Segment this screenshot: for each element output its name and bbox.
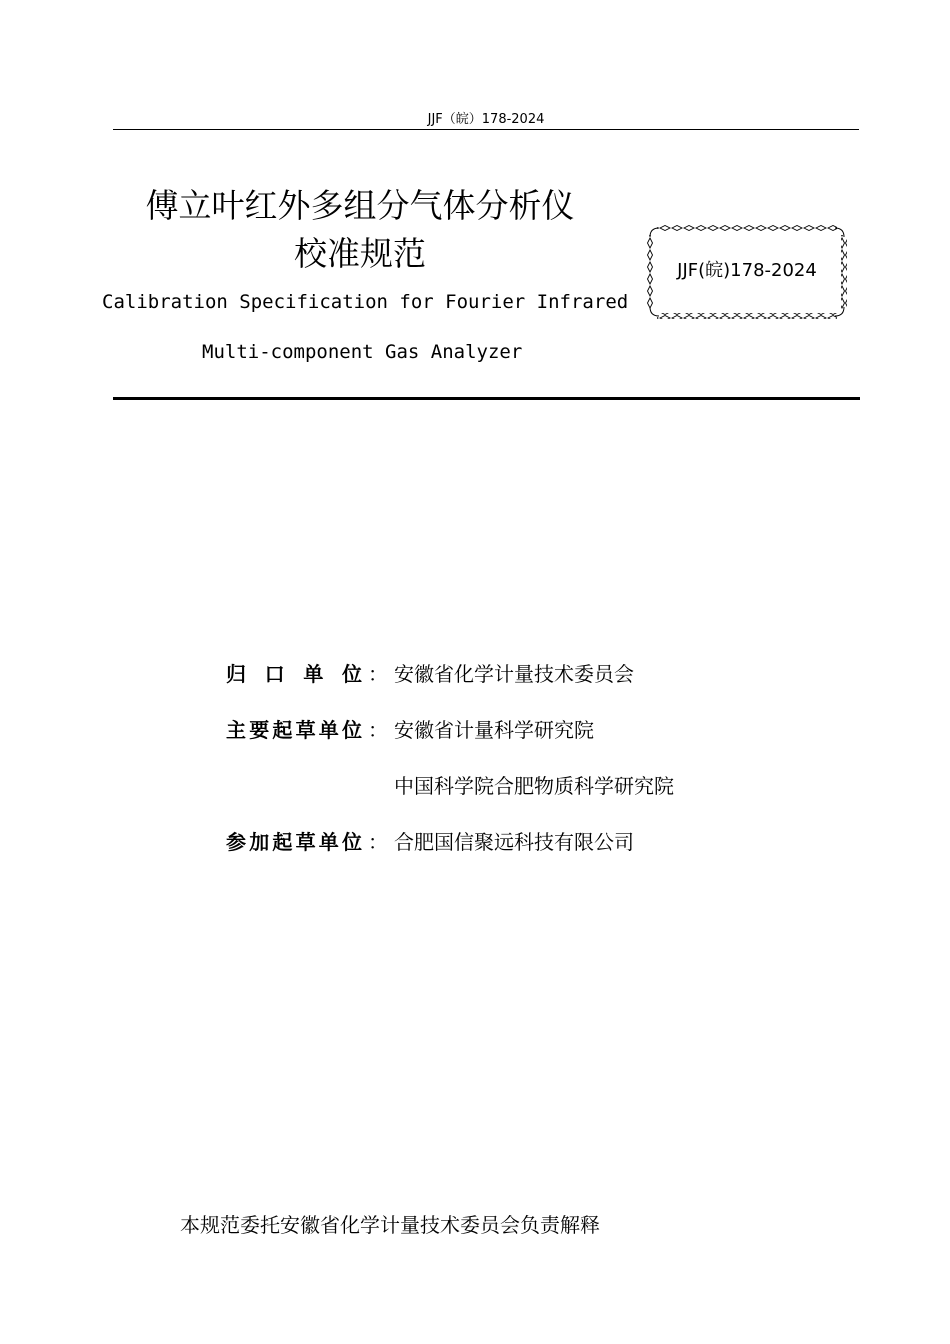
main-drafting-unit-row-2 [226,770,674,799]
colon: ： [368,718,388,742]
specification-code-box [647,225,847,319]
title-divider [113,397,860,400]
header-document-code: JJF（皖）178-2024 [427,112,545,127]
responsible-unit-value: 安徽省化学计量技术委员会 [394,662,634,686]
participating-drafting-unit-row [226,826,634,855]
colon: ： [368,662,388,686]
main-drafting-unit-row [226,714,594,743]
specification-code: JJF(皖)178-2024 [677,260,817,281]
main-drafting-unit-value-1: 安徽省计量科学研究院 [394,718,594,742]
participating-drafting-unit-label: 参加起草单位 [226,830,362,854]
responsible-unit-row [226,658,634,687]
title-block [80,182,640,278]
title-zh-line-1: 傅立叶红外多组分气体分析仪 [145,186,575,225]
title-en-line-2: Multi-component Gas Analyzer [202,341,523,363]
responsible-unit-label: 归 口 单 位 [226,662,362,686]
participating-drafting-unit-value: 合肥国信聚远科技有限公司 [394,830,634,854]
header-divider [113,129,859,130]
main-drafting-unit-label: 主要起草单位 [226,718,362,742]
title-zh-line-2: 校准规范 [294,234,426,273]
colon: ： [368,830,388,854]
title-en-line-1: Calibration Specification for Fourier Infrared [102,291,629,313]
main-drafting-unit-value-2: 中国科学院合肥物质科学研究院 [394,774,674,798]
interpretation-note: 本规范委托安徽省化学计量技术委员会负责解释 [180,1213,600,1237]
